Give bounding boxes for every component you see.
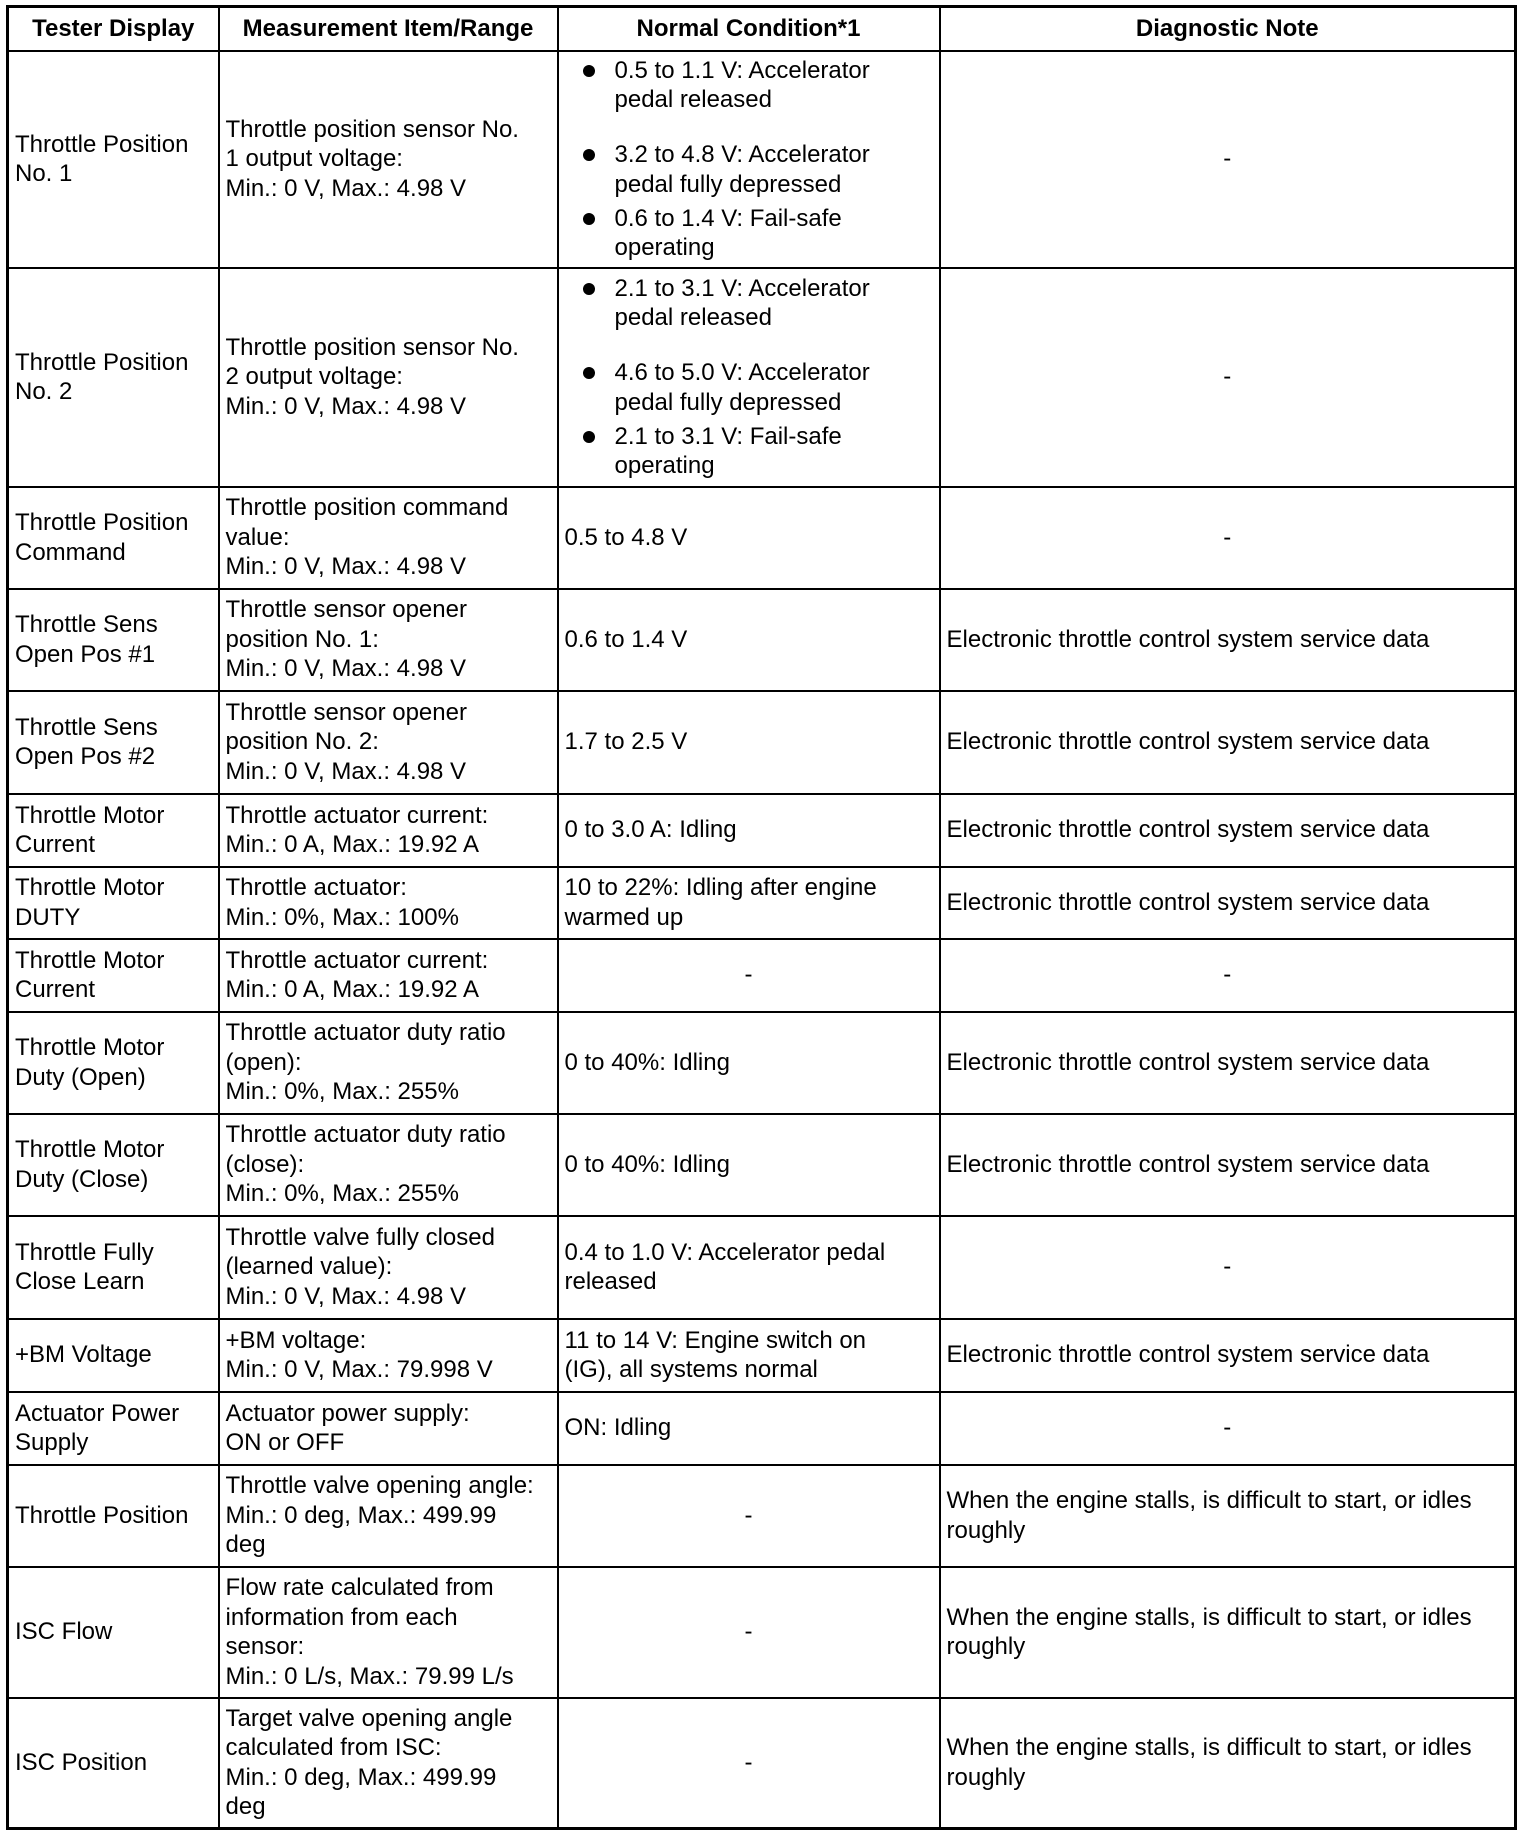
cell-normal-condition: 10 to 22%: Idling after engine warmed up bbox=[558, 867, 940, 939]
condition-bullet-item bbox=[565, 204, 933, 263]
cell-measurement-item-range: Throttle sensor opener position No. 1: Min.: 0 V, Max.: 4.98 V bbox=[219, 589, 558, 691]
cell-tester-display: Throttle Sens Open Pos #1 bbox=[8, 589, 219, 691]
cell-measurement-item-range: Throttle actuator current: Min.: 0 A, Max.: 19.92 A bbox=[219, 794, 558, 867]
table-row bbox=[8, 1698, 1516, 1829]
cell-diagnostic-note: - bbox=[940, 487, 1516, 589]
cell-normal-condition: 0 to 40%: Idling bbox=[558, 1114, 940, 1216]
condition-bullet-item bbox=[565, 140, 933, 199]
cell-tester-display: Actuator Power Supply bbox=[8, 1392, 219, 1465]
header-row bbox=[8, 7, 1516, 51]
bullet-text: 0.6 to 1.4 V: Fail-safe operating bbox=[614, 204, 842, 261]
cell-diagnostic-note: Electronic throttle control system service data bbox=[940, 794, 1516, 867]
cell-diagnostic-note: - bbox=[940, 51, 1516, 268]
cell-tester-display: +BM Voltage bbox=[8, 1319, 219, 1392]
cell-normal-condition: 0 to 3.0 A: Idling bbox=[558, 794, 940, 867]
condition-bullet-item bbox=[565, 56, 933, 115]
header-tester-display: Tester Display bbox=[8, 7, 219, 51]
table-row bbox=[8, 1392, 1516, 1465]
header-diagnostic-note: Diagnostic Note bbox=[940, 7, 1516, 51]
cell-normal-condition bbox=[558, 51, 940, 268]
cell-tester-display: Throttle Motor Duty (Open) bbox=[8, 1012, 219, 1114]
bullet-text: 4.6 to 5.0 V: Accelerator pedal fully depressed bbox=[614, 359, 870, 416]
cell-measurement-item-range: Throttle actuator duty ratio (close): Min.: 0%, Max.: 255% bbox=[219, 1114, 558, 1216]
cell-diagnostic-note: - bbox=[940, 939, 1516, 1012]
cell-normal-condition bbox=[558, 268, 940, 487]
cell-diagnostic-note: Electronic throttle control system service data bbox=[940, 867, 1516, 939]
cell-diagnostic-note: Electronic throttle control system service data bbox=[940, 589, 1516, 691]
cell-normal-condition: - bbox=[558, 1698, 940, 1829]
table-row bbox=[8, 939, 1516, 1012]
header-measurement-item-range: Measurement Item/Range bbox=[219, 7, 558, 51]
cell-normal-condition: 11 to 14 V: Engine switch on (IG), all systems normal bbox=[558, 1319, 940, 1392]
cell-tester-display: Throttle Sens Open Pos #2 bbox=[8, 691, 219, 794]
cell-tester-display: Throttle Position No. 1 bbox=[8, 51, 219, 268]
cell-diagnostic-note: - bbox=[940, 1216, 1516, 1319]
cell-normal-condition: - bbox=[558, 939, 940, 1012]
cell-tester-display: Throttle Position No. 2 bbox=[8, 268, 219, 487]
cell-measurement-item-range: Throttle actuator duty ratio (open): Min.: 0%, Max.: 255% bbox=[219, 1012, 558, 1114]
table-body bbox=[8, 51, 1516, 1829]
bullet-text: 2.1 to 3.1 V: Accelerator pedal released bbox=[614, 274, 870, 331]
table-row bbox=[8, 589, 1516, 691]
cell-measurement-item-range: Throttle actuator: Min.: 0%, Max.: 100% bbox=[219, 867, 558, 939]
cell-normal-condition: - bbox=[558, 1567, 940, 1698]
cell-measurement-item-range: Throttle sensor opener position No. 2: Min.: 0 V, Max.: 4.98 V bbox=[219, 691, 558, 794]
table-row bbox=[8, 1216, 1516, 1319]
cell-tester-display: Throttle Motor Current bbox=[8, 939, 219, 1012]
table-row bbox=[8, 1567, 1516, 1698]
bullet-icon bbox=[583, 213, 595, 225]
data-list-table-wrapper bbox=[6, 5, 1517, 1830]
bullet-icon bbox=[583, 431, 595, 443]
cell-measurement-item-range: Throttle position sensor No. 1 output voltage: Min.: 0 V, Max.: 4.98 V bbox=[219, 51, 558, 268]
table-row bbox=[8, 691, 1516, 794]
condition-bullet-item bbox=[565, 422, 933, 481]
table-row bbox=[8, 867, 1516, 939]
cell-normal-condition: 0.6 to 1.4 V bbox=[558, 589, 940, 691]
cell-diagnostic-note: When the engine stalls, is difficult to start, or idles roughly bbox=[940, 1465, 1516, 1567]
table-header bbox=[8, 7, 1516, 51]
cell-normal-condition: - bbox=[558, 1465, 940, 1567]
bullet-text: 2.1 to 3.1 V: Fail-safe operating bbox=[614, 422, 842, 479]
condition-bullet-item bbox=[565, 274, 933, 333]
data-list-table bbox=[6, 5, 1517, 1830]
bullet-text: 0.5 to 1.1 V: Accelerator pedal released bbox=[614, 56, 870, 113]
bullet-icon bbox=[583, 149, 595, 161]
cell-measurement-item-range: Flow rate calculated from information from each sensor: Min.: 0 L/s, Max.: 79.99 L/s bbox=[219, 1567, 558, 1698]
table-row bbox=[8, 1114, 1516, 1216]
table-row bbox=[8, 794, 1516, 867]
cell-measurement-item-range: Throttle position command value: Min.: 0 V, Max.: 4.98 V bbox=[219, 487, 558, 589]
cell-diagnostic-note: - bbox=[940, 268, 1516, 487]
cell-diagnostic-note: Electronic throttle control system service data bbox=[940, 1114, 1516, 1216]
cell-tester-display: Throttle Motor Current bbox=[8, 794, 219, 867]
cell-tester-display: Throttle Position Command bbox=[8, 487, 219, 589]
bullet-icon bbox=[583, 367, 595, 379]
header-normal-condition: Normal Condition*1 bbox=[558, 7, 940, 51]
table-row bbox=[8, 1012, 1516, 1114]
bullet-text: 3.2 to 4.8 V: Accelerator pedal fully depressed bbox=[614, 141, 870, 198]
cell-measurement-item-range: Throttle position sensor No. 2 output voltage: Min.: 0 V, Max.: 4.98 V bbox=[219, 268, 558, 487]
cell-diagnostic-note: - bbox=[940, 1392, 1516, 1465]
cell-measurement-item-range: Throttle valve opening angle: Min.: 0 deg, Max.: 499.99 deg bbox=[219, 1465, 558, 1567]
cell-tester-display: ISC Position bbox=[8, 1698, 219, 1829]
cell-tester-display: Throttle Motor Duty (Close) bbox=[8, 1114, 219, 1216]
bullet-icon bbox=[583, 283, 595, 295]
cell-diagnostic-note: When the engine stalls, is difficult to start, or idles roughly bbox=[940, 1567, 1516, 1698]
cell-diagnostic-note: Electronic throttle control system service data bbox=[940, 1012, 1516, 1114]
cell-tester-display: Throttle Position bbox=[8, 1465, 219, 1567]
cell-normal-condition: 0.4 to 1.0 V: Accelerator pedal released bbox=[558, 1216, 940, 1319]
cell-diagnostic-note: When the engine stalls, is difficult to start, or idles roughly bbox=[940, 1698, 1516, 1829]
cell-tester-display: ISC Flow bbox=[8, 1567, 219, 1698]
cell-measurement-item-range: Target valve opening angle calculated from ISC: Min.: 0 deg, Max.: 499.99 deg bbox=[219, 1698, 558, 1829]
table-row bbox=[8, 1319, 1516, 1392]
table-row bbox=[8, 487, 1516, 589]
condition-bullet-item bbox=[565, 358, 933, 417]
cell-measurement-item-range: +BM voltage: Min.: 0 V, Max.: 79.998 V bbox=[219, 1319, 558, 1392]
cell-tester-display: Throttle Fully Close Learn bbox=[8, 1216, 219, 1319]
table-row bbox=[8, 51, 1516, 268]
cell-measurement-item-range: Throttle valve fully closed (learned value): Min.: 0 V, Max.: 4.98 V bbox=[219, 1216, 558, 1319]
table-row bbox=[8, 1465, 1516, 1567]
cell-diagnostic-note: Electronic throttle control system service data bbox=[940, 1319, 1516, 1392]
cell-normal-condition: ON: Idling bbox=[558, 1392, 940, 1465]
cell-measurement-item-range: Actuator power supply: ON or OFF bbox=[219, 1392, 558, 1465]
cell-tester-display: Throttle Motor DUTY bbox=[8, 867, 219, 939]
bullet-icon bbox=[583, 65, 595, 77]
cell-diagnostic-note: Electronic throttle control system service data bbox=[940, 691, 1516, 794]
table-row bbox=[8, 268, 1516, 487]
cell-normal-condition: 0.5 to 4.8 V bbox=[558, 487, 940, 589]
cell-normal-condition: 0 to 40%: Idling bbox=[558, 1012, 940, 1114]
cell-measurement-item-range: Throttle actuator current: Min.: 0 A, Max.: 19.92 A bbox=[219, 939, 558, 1012]
cell-normal-condition: 1.7 to 2.5 V bbox=[558, 691, 940, 794]
